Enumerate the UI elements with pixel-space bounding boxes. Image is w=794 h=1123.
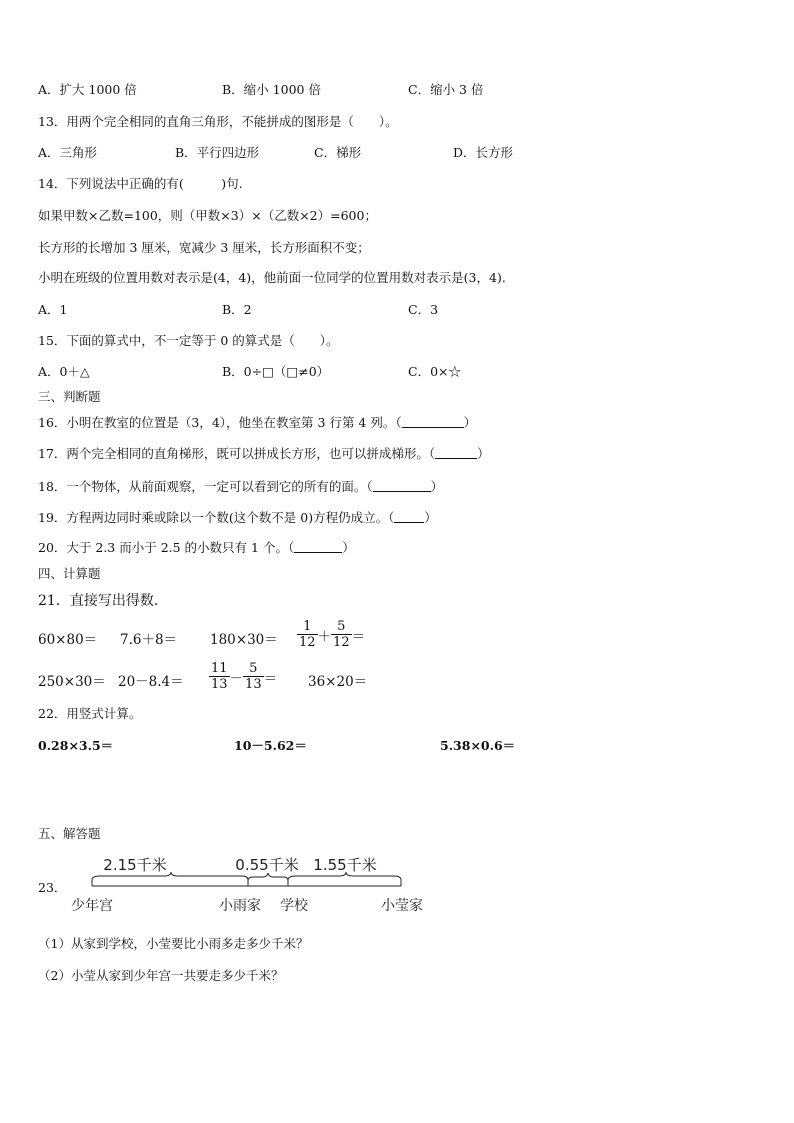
q15-option-a: A．0＋△ — [38, 364, 90, 379]
q21-stem: 21．直接写出得数. — [38, 593, 159, 609]
q23-sub-question-1: （1）从家到学校，小莹要比小雨多走多少千米？ — [38, 936, 309, 951]
fraction — [297, 619, 318, 650]
q14-statement-1: 如果甲数×乙数=100，则（甲数×3）×（乙数×2）=600； — [38, 208, 377, 223]
q20-close: ） — [342, 540, 355, 555]
distance-diagram — [60, 850, 440, 916]
q14-stem: 14．下列说法中正确的有( )句. — [38, 176, 243, 191]
q19-text: 19．方程两边同时乘或除以一个数(这个数不是 0)方程仍成立。（ — [38, 510, 395, 525]
fraction — [331, 619, 352, 650]
fraction — [243, 661, 264, 692]
q20-text: 20．大于 2.3 而小于 2.5 的小数只有 1 个。（ — [38, 540, 295, 555]
operator: ＋ — [317, 628, 332, 645]
q18-answer-blank[interactable] — [373, 479, 431, 492]
q21-expr-4 — [297, 619, 365, 650]
brace-1 — [92, 872, 248, 886]
q21-expr-3: 180×30＝ — [210, 632, 278, 648]
place-label-youth-palace: 少年宫 — [71, 898, 113, 914]
equals: ＝ — [263, 670, 278, 687]
q12-option-a: A．扩大 1000 倍 — [38, 82, 137, 97]
q22-expr-1: 0.28×3.5＝ — [38, 738, 114, 753]
q21-expr-6: 20－8.4＝ — [118, 674, 184, 690]
q17-answer-blank[interactable] — [435, 446, 477, 459]
q14-option-c: C．3 — [408, 302, 439, 317]
numerator: 5 — [331, 619, 352, 635]
q17-line — [38, 446, 490, 462]
brace-3 — [288, 872, 401, 886]
q23-sub-question-2: （2）小莹从家到少年宫一共要走多少千米？ — [38, 968, 284, 983]
q13-option-b: B．平行四边形 — [175, 145, 260, 160]
q14-statement-2: 长方形的长增加 3 厘米，宽减少 3 厘米，长方形面积不变； — [38, 240, 370, 255]
q13-option-a: A．三角形 — [38, 145, 98, 160]
denominator: 12 — [333, 635, 350, 650]
numerator: 11 — [211, 661, 228, 676]
q23-number: 23． — [38, 880, 67, 895]
q14-statement-3: 小明在班级的位置用数对表示是(4，4)，他前面一位同学的位置用数对表示是(3，4). — [38, 270, 506, 285]
q16-answer-blank[interactable] — [402, 415, 464, 428]
distance-label-3: 1.55千米 — [313, 856, 377, 874]
q17-close: ） — [477, 446, 490, 461]
q15-option-b: B．0÷□（□≠0） — [222, 364, 330, 379]
q21-expr-8: 36×20＝ — [308, 674, 368, 690]
q16-close: ） — [463, 415, 477, 430]
q19-close: ） — [424, 510, 437, 525]
q14-option-a: A．1 — [38, 302, 68, 317]
equals: ＝ — [351, 628, 366, 645]
q21-expr-2: 7.6＋8＝ — [120, 632, 178, 648]
q15-option-c: C．0×☆ — [408, 364, 461, 379]
q14-option-b: B．2 — [222, 302, 252, 317]
q19-line — [38, 510, 437, 526]
section-4-heading: 四、计算题 — [38, 566, 101, 581]
distance-label-2: 0.55千米 — [235, 856, 299, 874]
q15-stem: 15．下面的算式中，不一定等于 0 的算式是（ ）。 — [38, 333, 339, 348]
q22-stem: 22．用竖式计算。 — [38, 706, 142, 721]
distance-label-1: 2.15千米 — [103, 856, 167, 874]
q20-line — [38, 540, 355, 556]
place-label-xiaoyu-home: 小雨家 — [219, 898, 261, 914]
q22-expr-3: 5.38×0.6＝ — [440, 738, 516, 753]
q12-option-b: B．缩小 1000 倍 — [222, 82, 321, 97]
place-label-school: 学校 — [280, 898, 308, 914]
q16-text: 16．小明在教室的位置是（3，4），他坐在教室第 3 行第 4 列。（ — [38, 415, 402, 430]
q21-expr-7 — [209, 661, 277, 692]
brace-2 — [248, 873, 288, 886]
q19-answer-blank[interactable] — [394, 510, 424, 523]
operator: － — [229, 670, 244, 687]
q18-line — [38, 479, 443, 495]
section-5-heading: 五、解答题 — [38, 826, 101, 841]
q13-option-d: D．长方形 — [453, 145, 514, 160]
fraction — [209, 661, 230, 692]
q18-text: 18．一个物体，从前面观察，一定可以看到它的所有的面。（ — [38, 479, 373, 494]
q13-stem: 13．用两个完全相同的直角三角形，不能拼成的图形是（ ）。 — [38, 114, 398, 129]
denominator: 13 — [245, 677, 262, 692]
q17-text: 17．两个完全相同的直角梯形，既可以拼成长方形，也可以拼成梯形。（ — [38, 446, 436, 461]
q22-expr-2: 10－5.62＝ — [234, 738, 307, 753]
section-3-heading: 三、判断题 — [38, 389, 101, 404]
denominator: 13 — [211, 677, 228, 692]
numerator: 5 — [243, 661, 264, 677]
denominator: 12 — [299, 635, 316, 650]
numerator: 1 — [297, 619, 318, 635]
place-label-xiaoying-home: 小莹家 — [381, 898, 423, 914]
q18-close: ） — [430, 479, 444, 494]
q13-option-c: C．梯形 — [314, 145, 362, 160]
q21-expr-1: 60×80＝ — [38, 632, 98, 648]
q21-expr-5: 250×30＝ — [38, 674, 106, 690]
q12-option-c: C．缩小 3 倍 — [408, 82, 484, 97]
q16-line — [38, 415, 476, 431]
q20-answer-blank[interactable] — [294, 540, 342, 553]
